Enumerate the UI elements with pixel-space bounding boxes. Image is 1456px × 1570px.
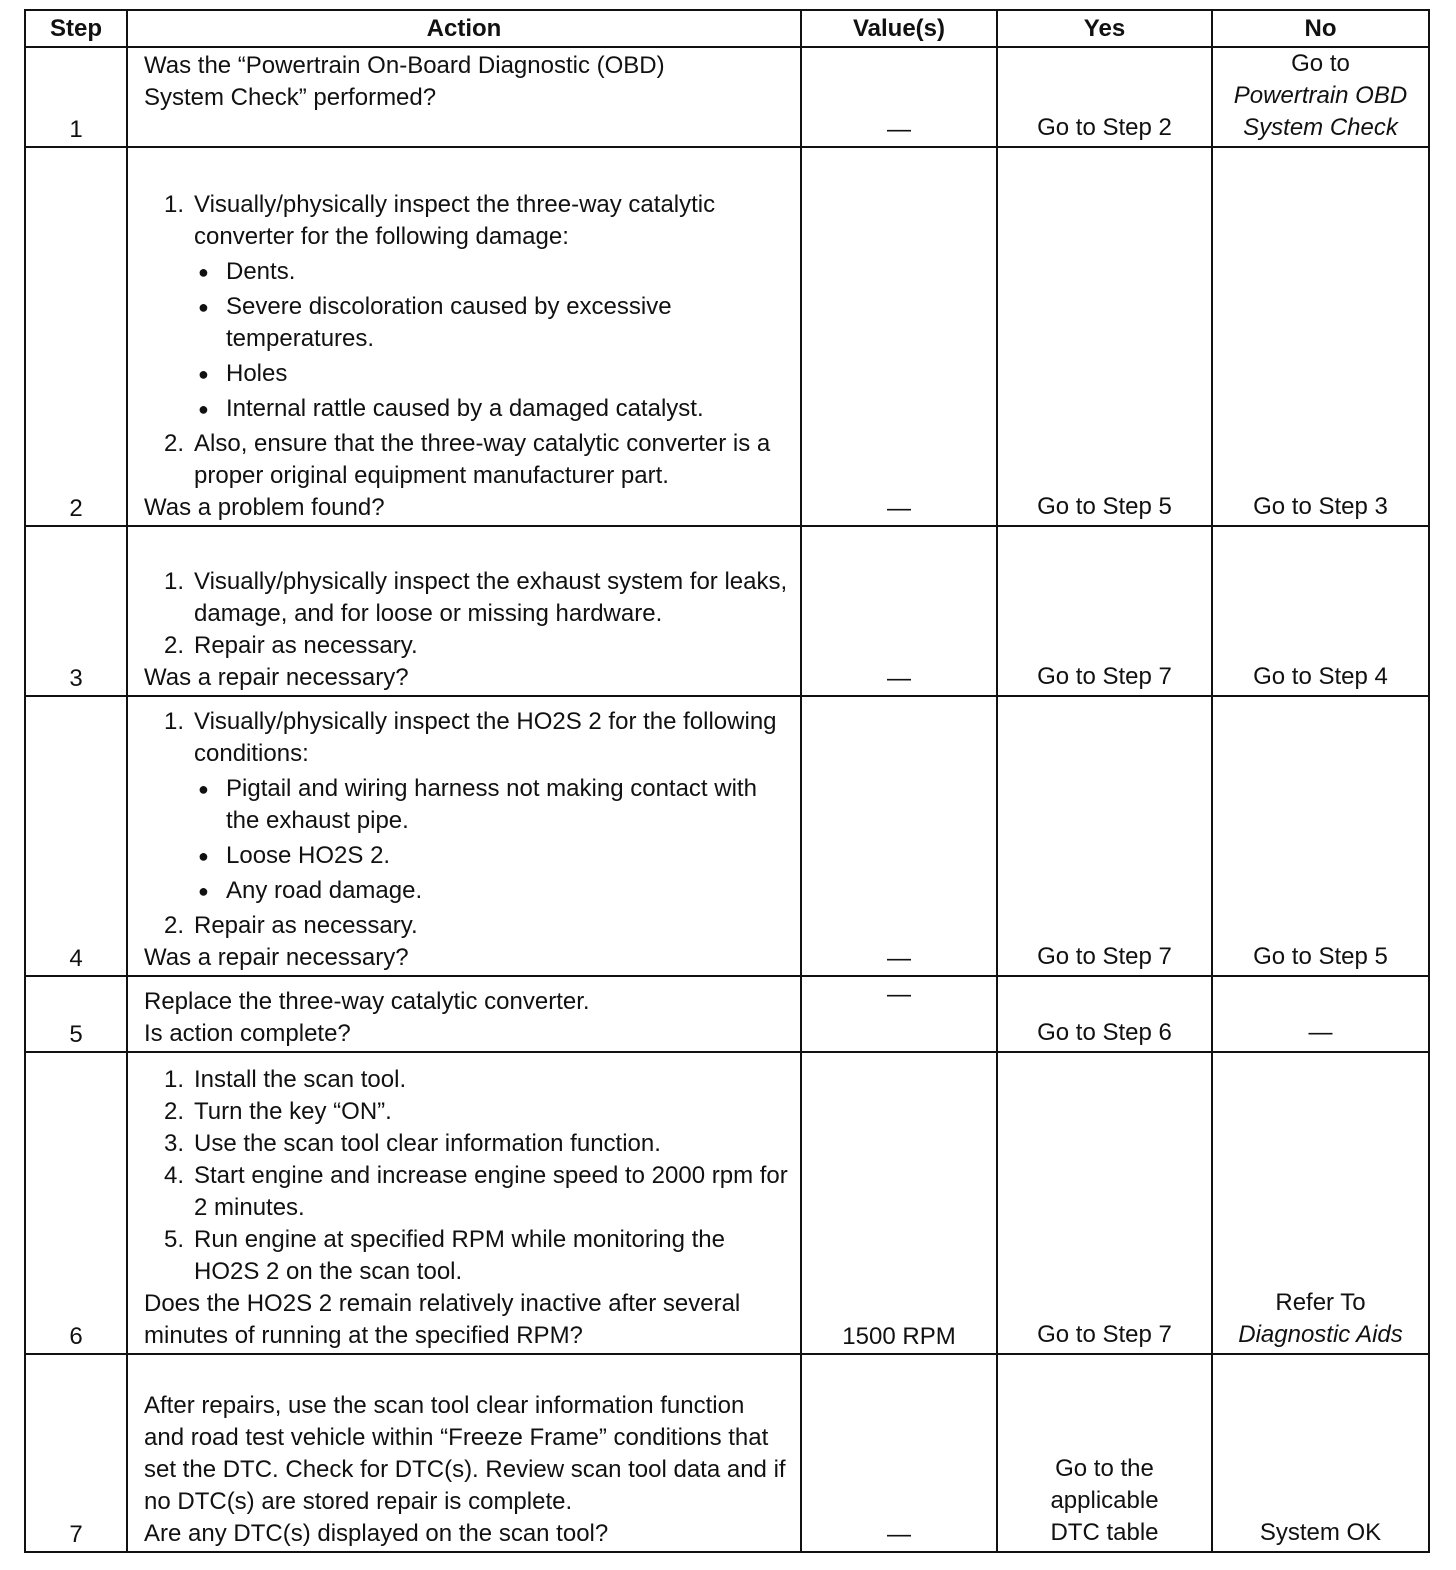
bullet-text: Internal rattle caused by a damaged catalyst. xyxy=(226,395,704,422)
bullet-text: Loose HO2S 2. xyxy=(226,842,391,869)
yes-cell: Go to the applicable DTC table xyxy=(997,1354,1212,1552)
action-step xyxy=(144,910,788,942)
no-reference: Powertrain OBD System Check xyxy=(1233,82,1408,141)
bullet-text: Pigtail and wiring harness not making contact with the exhaust pipe. xyxy=(226,775,757,834)
action-cell xyxy=(127,147,801,526)
action-cell xyxy=(127,976,801,1052)
bullet-icon: ● xyxy=(198,364,209,384)
step-text: Repair as necessary. xyxy=(194,912,418,939)
action-steps xyxy=(144,189,788,492)
no-text: Refer To xyxy=(1275,1289,1366,1316)
step-text: Run engine at specified RPM while monitoring the HO2S 2 on the scan tool. xyxy=(194,1226,725,1285)
header-action: Action xyxy=(127,10,801,47)
step-text: Use the scan tool clear information function. xyxy=(194,1130,661,1157)
action-steps xyxy=(144,566,788,662)
step-text: Visually/physically inspect the HO2S 2 for the following conditions: xyxy=(194,708,777,767)
step-number: 1 xyxy=(25,47,127,147)
bullet-icon: ● xyxy=(198,399,209,419)
action-cell xyxy=(127,1354,801,1552)
table-row xyxy=(25,1052,1429,1354)
table-row xyxy=(25,696,1429,976)
action-step xyxy=(144,189,788,425)
action-steps xyxy=(144,706,788,942)
yes-cell: Go to Step 5 xyxy=(997,147,1212,526)
question-text: Was a repair necessary? xyxy=(144,664,409,691)
action-cell xyxy=(127,47,801,147)
step-index: 1. xyxy=(164,568,185,595)
step-index: 2. xyxy=(164,912,185,939)
yes-cell: Go to Step 7 xyxy=(997,1052,1212,1354)
bullet-text: Holes xyxy=(226,360,288,387)
no-cell: System OK xyxy=(1212,1354,1429,1552)
header-no: No xyxy=(1212,10,1429,47)
table-row xyxy=(25,1354,1429,1552)
value-cell: 1500 RPM xyxy=(801,1052,997,1354)
no-cell: Go to Step 3 xyxy=(1212,147,1429,526)
step-text: Install the scan tool. xyxy=(194,1066,407,1093)
step-number: 4 xyxy=(25,696,127,976)
step-number: 3 xyxy=(25,526,127,696)
no-cell xyxy=(1212,1052,1429,1354)
action-step xyxy=(144,1096,788,1128)
bullet-icon: ● xyxy=(198,846,209,866)
step-index: 1. xyxy=(164,708,185,735)
bullet-text: Dents. xyxy=(226,258,296,285)
no-cell xyxy=(1212,47,1429,147)
bullet-list xyxy=(194,773,788,907)
value-cell: — xyxy=(801,976,997,1052)
table-row xyxy=(25,147,1429,526)
step-text: Turn the key “ON”. xyxy=(194,1098,392,1125)
action-step xyxy=(144,630,788,662)
step-index: 5. xyxy=(164,1226,185,1253)
value-cell: — xyxy=(801,147,997,526)
step-number: 7 xyxy=(25,1354,127,1552)
action-step xyxy=(144,1128,788,1160)
bullet-item xyxy=(194,291,788,355)
action-text: Replace the three-way catalytic converter. xyxy=(144,988,590,1015)
action-text: After repairs, use the scan tool clear information function and road test vehicle within “Freeze Frame” conditions that set the DTC. Check for DTC(s). Review scan tool data and if no DTC(s) are stored repair is complete. xyxy=(144,1392,786,1515)
table-row xyxy=(25,976,1429,1052)
action-cell xyxy=(127,1052,801,1354)
header-yes: Yes xyxy=(997,10,1212,47)
step-text: Also, ensure that the three-way catalytic converter is a proper original equipment manufacturer part. xyxy=(194,430,771,489)
action-step xyxy=(144,428,788,492)
header-row xyxy=(25,10,1429,47)
step-index: 4. xyxy=(164,1162,185,1189)
yes-cell: Go to Step 7 xyxy=(997,526,1212,696)
step-index: 3. xyxy=(164,1130,185,1157)
question-text: Is action complete? xyxy=(144,1020,351,1047)
question-text: Does the HO2S 2 remain relatively inactive after several minutes of running at the specified RPM? xyxy=(144,1290,741,1349)
no-reference: Diagnostic Aids xyxy=(1238,1321,1403,1348)
step-text: Visually/physically inspect the exhaust system for leaks, damage, and for loose or missing hardware. xyxy=(194,568,788,627)
question-text: Was a repair necessary? xyxy=(144,944,409,971)
step-text: Repair as necessary. xyxy=(194,632,418,659)
no-cell: — xyxy=(1212,976,1429,1052)
question-text: Was a problem found? xyxy=(144,494,385,521)
bullet-text: Any road damage. xyxy=(226,877,423,904)
bullet-item xyxy=(194,773,788,837)
action-step xyxy=(144,566,788,630)
value-cell: — xyxy=(801,47,997,147)
bullet-icon: ● xyxy=(198,262,209,282)
yes-cell: Go to Step 7 xyxy=(997,696,1212,976)
action-text: Was the “Powertrain On-Board Diagnostic (OBD) System Check” performed? xyxy=(144,52,665,111)
action-cell xyxy=(127,696,801,976)
header-step: Step xyxy=(25,10,127,47)
bullet-list xyxy=(194,256,788,425)
step-number: 5 xyxy=(25,976,127,1052)
bullet-item xyxy=(194,256,788,288)
bullet-icon: ● xyxy=(198,881,209,901)
question-text: Are any DTC(s) displayed on the scan tool? xyxy=(144,1520,609,1547)
step-number: 2 xyxy=(25,147,127,526)
bullet-text: Severe discoloration caused by excessive temperatures. xyxy=(226,293,672,352)
bullet-item xyxy=(194,358,788,390)
value-cell: — xyxy=(801,526,997,696)
step-index: 2. xyxy=(164,430,185,457)
bullet-icon: ● xyxy=(198,779,209,799)
step-index: 1. xyxy=(164,1066,185,1093)
value-cell: — xyxy=(801,1354,997,1552)
action-step xyxy=(144,1064,788,1096)
no-text: Go to xyxy=(1291,50,1350,77)
bullet-icon: ● xyxy=(198,297,209,317)
table-row xyxy=(25,47,1429,147)
yes-cell: Go to Step 2 xyxy=(997,47,1212,147)
no-cell: Go to Step 4 xyxy=(1212,526,1429,696)
step-number: 6 xyxy=(25,1052,127,1354)
step-text: Visually/physically inspect the three-way catalytic converter for the following damage: xyxy=(194,191,716,250)
action-steps xyxy=(144,1064,788,1288)
bullet-item xyxy=(194,875,788,907)
no-cell: Go to Step 5 xyxy=(1212,696,1429,976)
action-cell xyxy=(127,526,801,696)
action-step xyxy=(144,706,788,907)
action-step xyxy=(144,1160,788,1224)
step-index: 2. xyxy=(164,1098,185,1125)
action-step xyxy=(144,1224,788,1288)
table-row xyxy=(25,526,1429,696)
bullet-item xyxy=(194,840,788,872)
header-values: Value(s) xyxy=(801,10,997,47)
diagnostic-table xyxy=(24,9,1430,1553)
step-index: 1. xyxy=(164,191,185,218)
step-index: 2. xyxy=(164,632,185,659)
yes-cell: Go to Step 6 xyxy=(997,976,1212,1052)
bullet-item xyxy=(194,393,788,425)
step-text: Start engine and increase engine speed to 2000 rpm for 2 minutes. xyxy=(194,1162,788,1221)
value-cell: — xyxy=(801,696,997,976)
